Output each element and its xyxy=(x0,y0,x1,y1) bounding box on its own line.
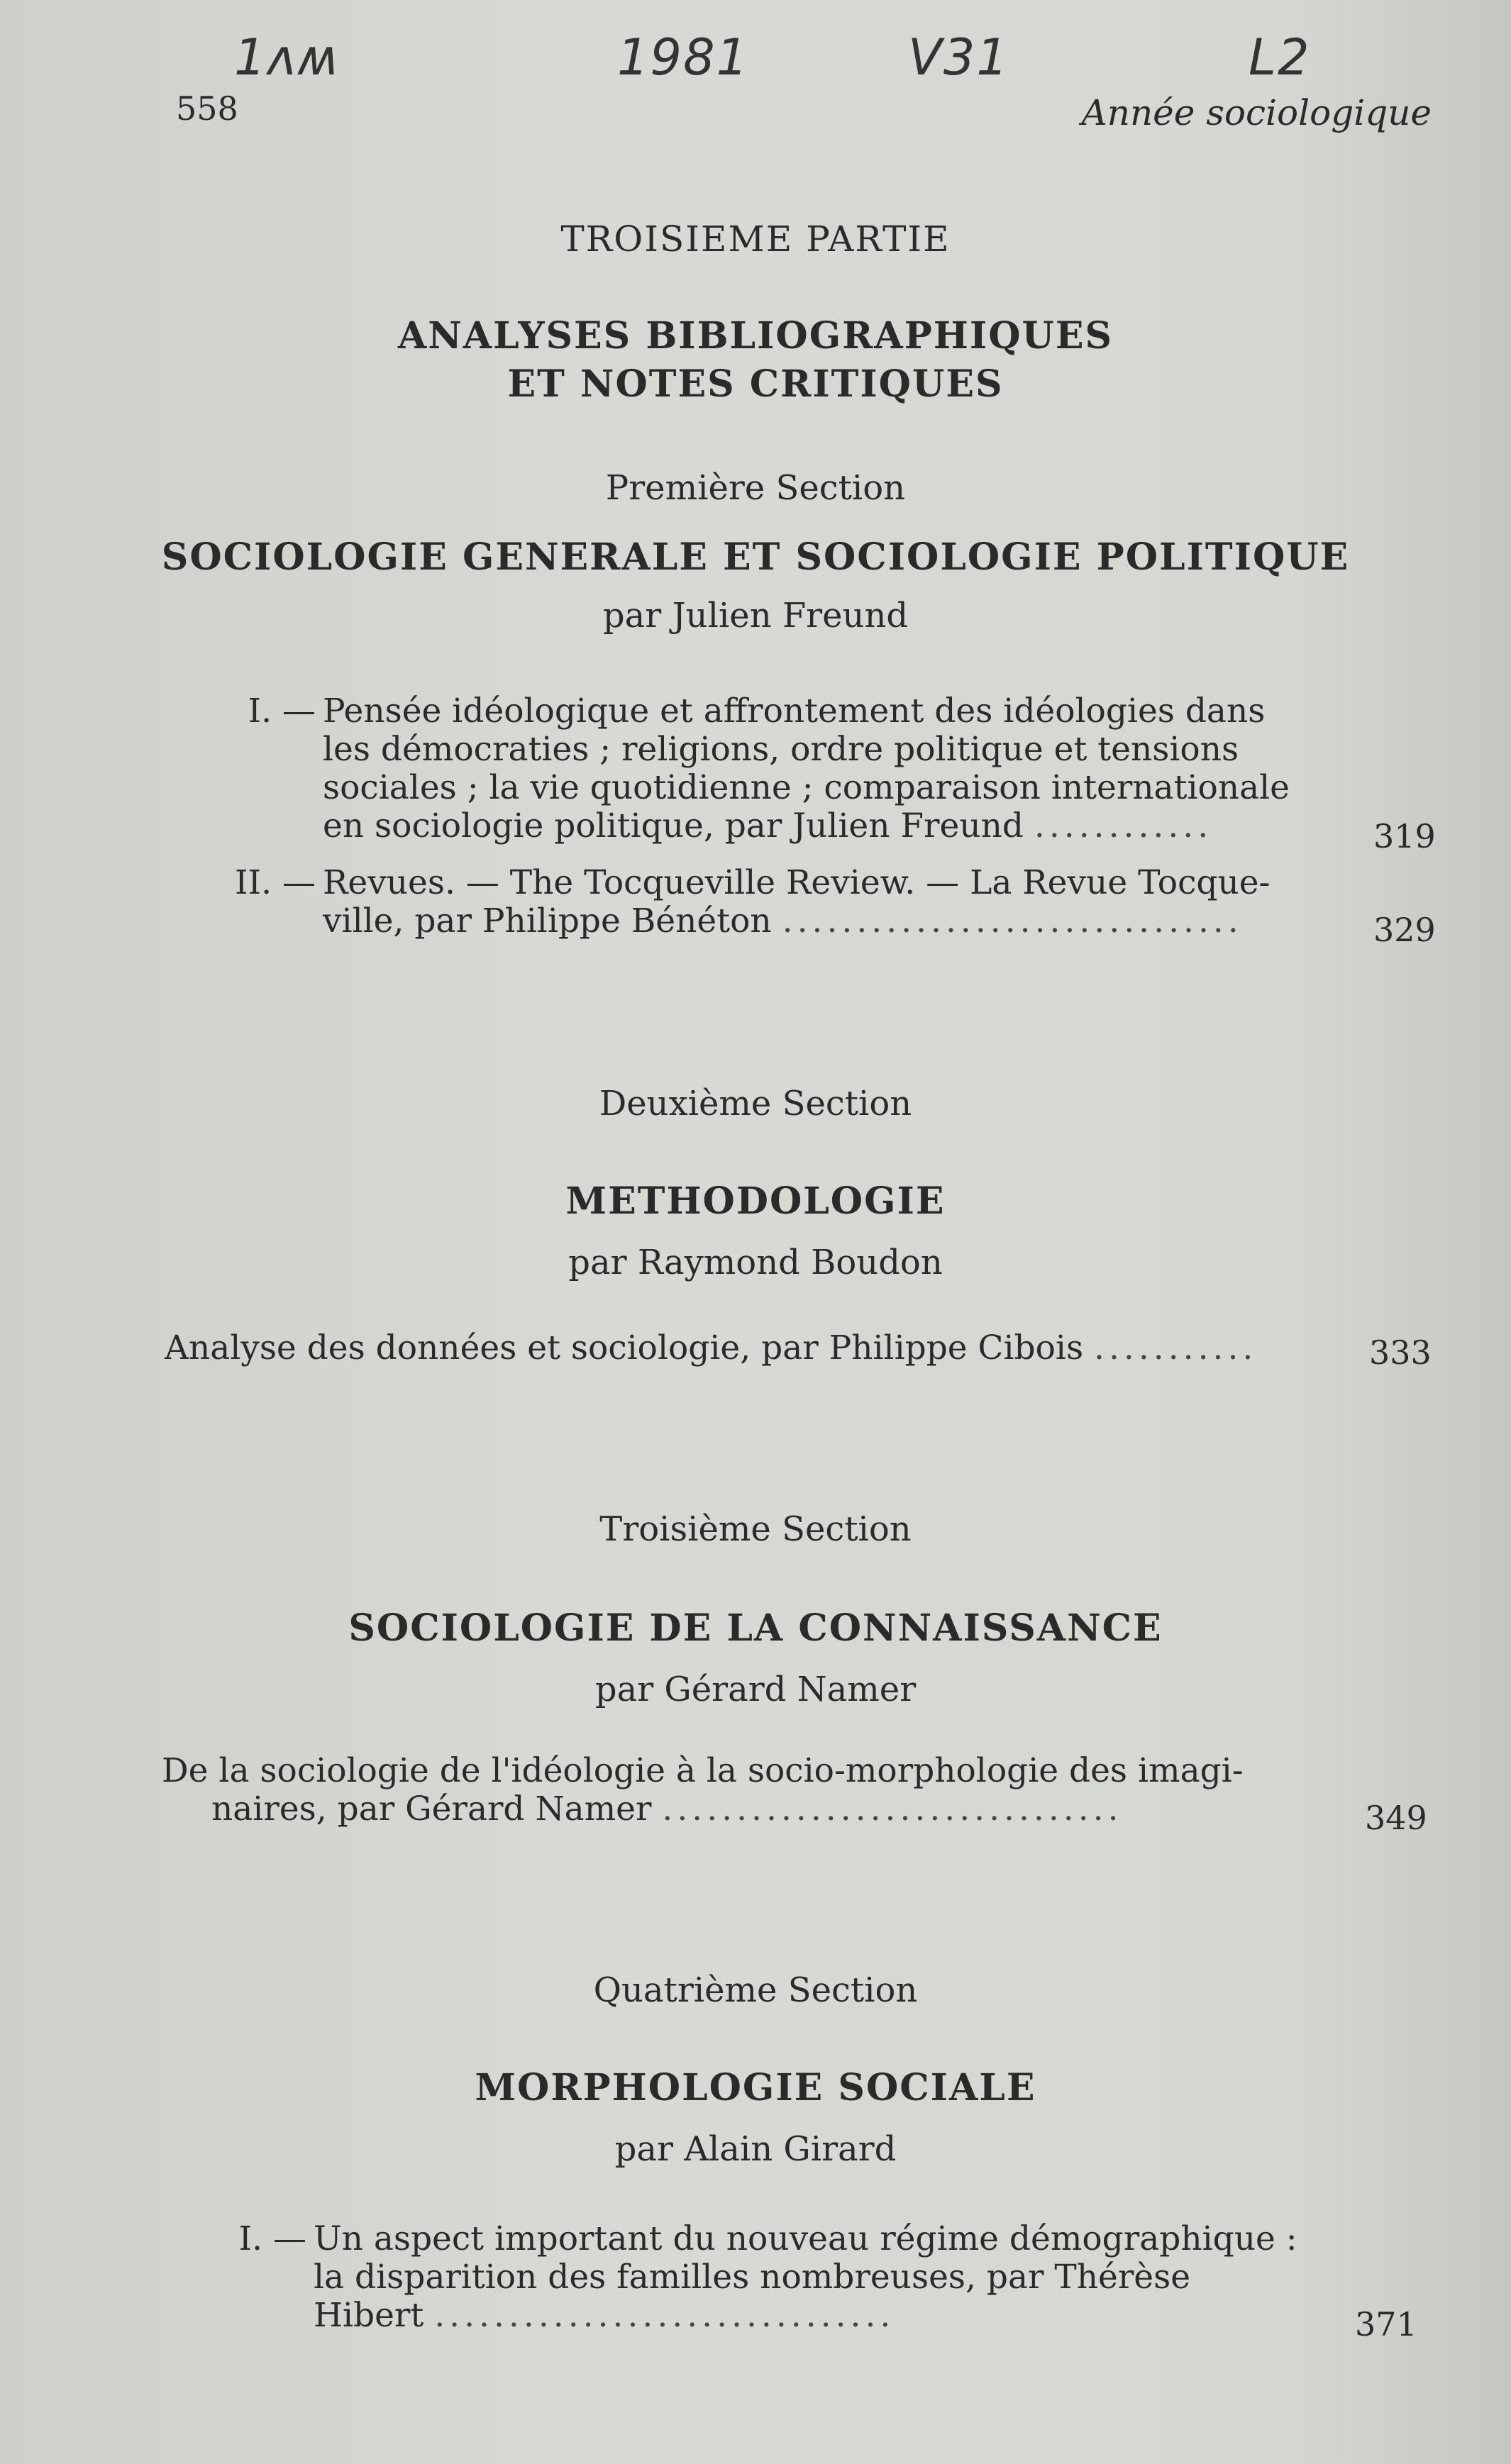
section-label: Troisième Section xyxy=(599,1509,912,1549)
toc-entry xyxy=(234,863,1330,940)
entry-line-text: ville, par Philippe Bénéton xyxy=(323,901,772,940)
leader-dots: ............ xyxy=(1034,806,1213,845)
toc-entry xyxy=(165,1329,1335,1367)
section-author: par Julien Freund xyxy=(602,596,909,636)
entry-line xyxy=(165,1329,1335,1367)
handwritten-note-1: 1ʌʍ xyxy=(234,28,341,87)
entry-page: 333 xyxy=(1369,1333,1432,1372)
handwritten-note-2: 1981 xyxy=(617,28,750,87)
entry-number: I. — xyxy=(248,692,316,731)
part-title-line-2: ET NOTES CRITIQUES xyxy=(507,362,1004,406)
entry-number: II. — xyxy=(234,863,316,902)
entry-line-text: en sociologie politique, par Julien Freund xyxy=(323,806,1024,845)
running-title: Année sociologique xyxy=(1081,92,1432,133)
section-author: par Gérard Namer xyxy=(594,1670,917,1709)
section-label: Quatrième Section xyxy=(593,1970,918,2010)
section-label: Première Section xyxy=(605,468,906,508)
page-number: 558 xyxy=(176,89,238,128)
entry-line: Revues. — The Tocqueville Review. — La Revue Tocque- xyxy=(323,863,1271,902)
section-title: MORPHOLOGIE SOCIALE xyxy=(475,2066,1036,2109)
toc-entry xyxy=(238,2219,1321,2335)
section-author: par Raymond Boudon xyxy=(568,1243,943,1282)
entry-page: 329 xyxy=(1373,911,1436,949)
entry-line xyxy=(323,807,1330,845)
entry-page: 349 xyxy=(1365,1799,1427,1837)
section-title: SOCIOLOGIE DE LA CONNAISSANCE xyxy=(348,1606,1163,1650)
leader-dots: ............................... xyxy=(662,1789,1123,1828)
entry-line-text: Analyse des données et sociologie, par Philippe Cibois xyxy=(165,1328,1084,1367)
entry-line: Un aspect important du nouveau régime démographique : xyxy=(314,2219,1297,2258)
entry-number: I. — xyxy=(238,2219,306,2258)
entry-line: Pensée idéologique et affrontement des idéologies dans xyxy=(323,692,1266,731)
section-title: SOCIOLOGIE GENERALE ET SOCIOLOGIE POLITIQUE xyxy=(161,535,1350,579)
entry-line: De la sociologie de l'idéologie à la socio-morphologie des imagi- xyxy=(162,1751,1244,1790)
entry-line xyxy=(323,902,1330,940)
section-label: Deuxième Section xyxy=(599,1084,912,1123)
leader-dots: ........... xyxy=(1094,1328,1258,1367)
handwritten-note-4: L2 xyxy=(1249,28,1311,87)
leader-dots: ............................... xyxy=(434,2296,895,2335)
entry-line xyxy=(314,2297,1321,2335)
entry-line xyxy=(162,1790,1354,1828)
entry-page: 371 xyxy=(1355,2305,1417,2343)
part-heading: TROISIEME PARTIE xyxy=(560,218,951,260)
part-title-line-1: ANALYSES BIBLIOGRAPHIQUES xyxy=(397,314,1114,357)
entry-line-text: naires, par Gérard Namer xyxy=(211,1789,652,1828)
section-title: METHODOLOGIE xyxy=(565,1180,946,1223)
handwritten-note-3: V31 xyxy=(908,28,1009,87)
section-author: par Alain Girard xyxy=(614,2129,897,2169)
toc-entry xyxy=(162,1752,1354,1828)
entry-page: 319 xyxy=(1373,817,1436,855)
toc-entry xyxy=(248,692,1330,845)
entry-line: la disparition des familles nombreuses, par Thérèse xyxy=(314,2258,1191,2297)
entry-line: les démocraties ; religions, ordre politique et tensions xyxy=(323,730,1239,769)
entry-line: sociales ; la vie quotidienne ; comparaison internationale xyxy=(323,768,1290,807)
entry-line-text: Hibert xyxy=(314,2296,424,2335)
leader-dots: ............................... xyxy=(782,901,1243,940)
